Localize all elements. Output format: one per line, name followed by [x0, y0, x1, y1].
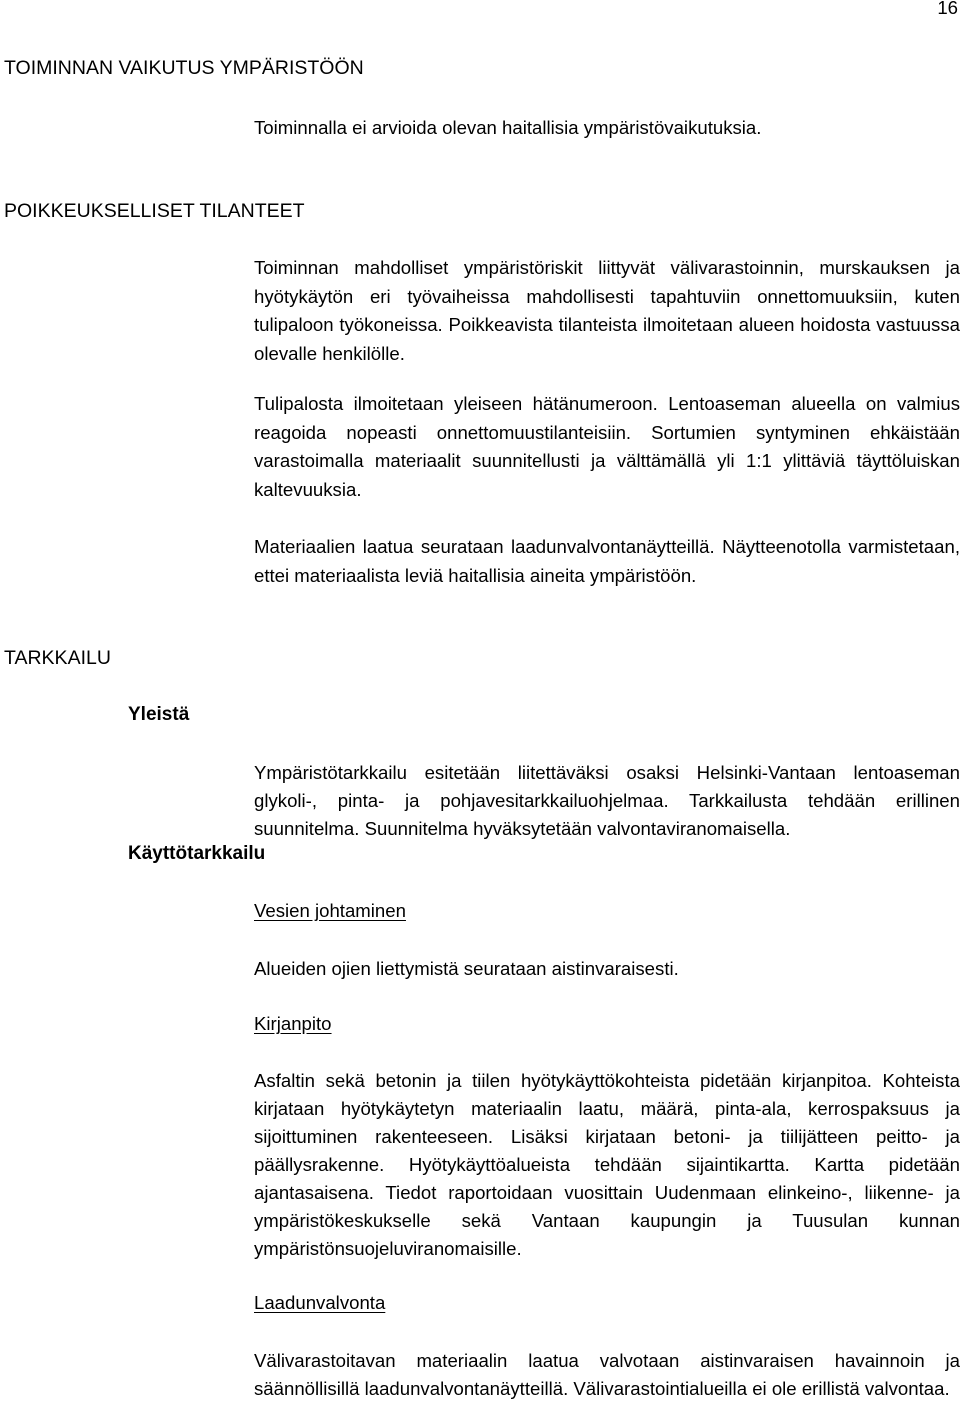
bookkeeping-heading: Kirjanpito — [254, 1013, 332, 1034]
subheading-operational: Käyttötarkkailu — [128, 843, 266, 864]
heading-exceptional: POIKKEUKSELLISET TILANTEET — [4, 200, 305, 222]
heading-impact: TOIMINNAN VAIKUTUS YMPÄRISTÖÖN — [4, 57, 364, 79]
exceptional-paragraph-1: Toiminnan mahdolliset ympäristöriskit liittyvät välivarastoinnin, murskauksen ja hyötykäytön eri työvaiheissa mahdollisesti tapahtuviin onnettomuuksiin, kuten tulipaloon työkoneissa. Poikkeavista tilanteista ilmoitetaan alueen hoidosta vastuussa olevalle henkilölle. — [254, 257, 960, 364]
water-text: Alueiden ojien liettymistä seurataan aistinvaraisesti. — [254, 958, 679, 979]
quality-text: Välivarastoitavan materiaalin laatua valvotaan aistinvaraisen havainnoin ja säännöllisillä laadunvalvontanäytteillä. Välivarastointialueilla ei ole erillistä valvontaa. — [254, 1350, 960, 1399]
general-text: Ympäristötarkkailu esitetään liitettäväksi osaksi Helsinki-Vantaan lentoaseman glykoli-, pinta- ja pohjavesitarkkailuohjelmaa. Tarkkailusta tehdään erillinen suunnitelma. Suunnitelma hyväksytetään valvontaviranomaisella. — [254, 762, 960, 839]
subheading-general: Yleistä — [128, 704, 190, 725]
bookkeeping-text: Asfaltin sekä betonin ja tiilen hyötykäyttökohteista pidetään kirjanpitoa. Kohteista kirjataan hyötykäytetyn materiaalin laatu, määrä, pinta-ala, kerrospaksuus ja sijoittuminen rakenteeseen. Lisäksi kirjataan betoni- ja tiilijätteen peitto- ja päällysrakenne. Hyötykäyttöalueista tehdään sijaintikartta. Kartta pidetään ajantasaisena. Tiedot raportoidaan vuosittain Uudenmaan elinkeino-, liikenne- ja ympäristökeskukselle sekä Vantaan kaupungin ja Tuusulan kunnan ympäristönsuojeluviranomaisille. — [254, 1070, 960, 1259]
exceptional-paragraph-2: Tulipalosta ilmoitetaan yleiseen hätänumeroon. Lentoaseman alueella on valmius reagoida nopeasti onnettomuustilanteisiin. Sortumien syntyminen ehkäistään varastoimalla materiaalit suunnitellusti ja välttämällä yli 1:1 ylittäviä täyttöluiskan kaltevuuksia. — [254, 393, 960, 500]
heading-monitoring: TARKKAILU — [4, 647, 111, 669]
page-number: 16 — [937, 0, 958, 18]
impact-text: Toiminnalla ei arvioida olevan haitallisia ympäristövaikutuksia. — [254, 117, 762, 138]
exceptional-paragraph-3: Materiaalien laatua seurataan laadunvalvontanäytteillä. Näytteenotolla varmistetaan, ettei materiaalista leviä haitallisia aineita ympäristöön. — [254, 536, 960, 586]
quality-heading: Laadunvalvonta — [254, 1292, 386, 1313]
water-heading: Vesien johtaminen — [254, 900, 406, 921]
